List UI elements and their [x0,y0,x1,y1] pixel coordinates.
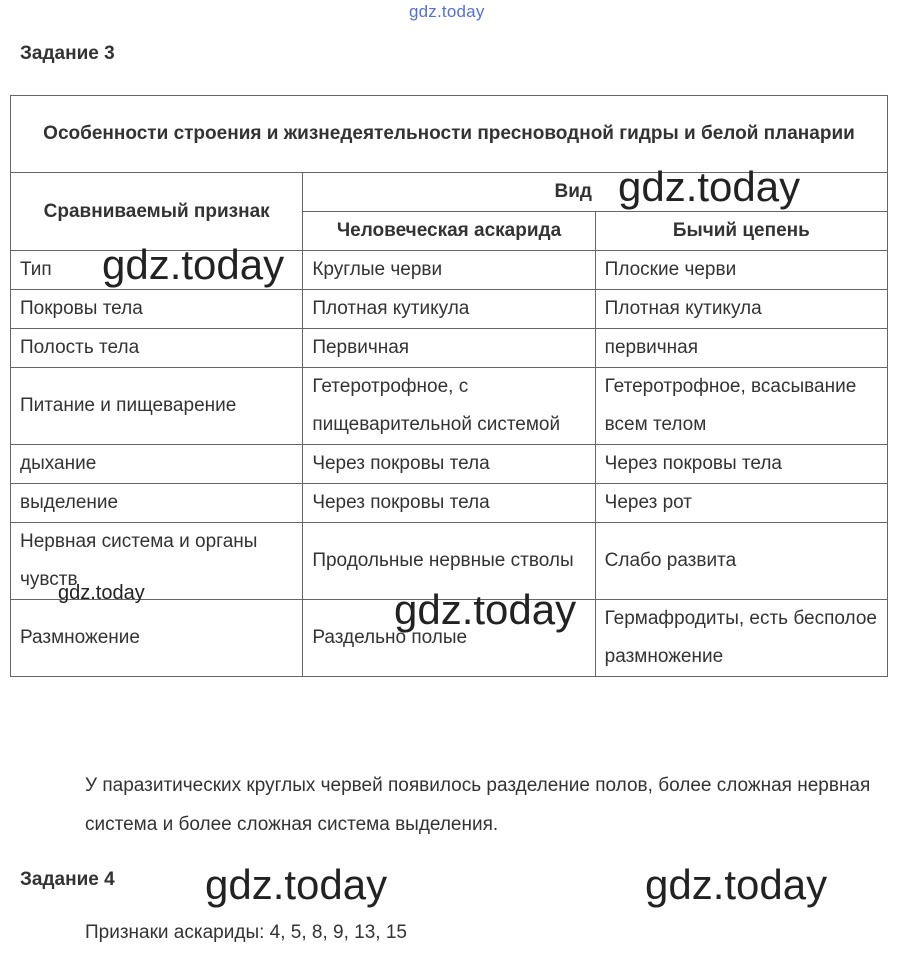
table-row [11,251,888,290]
feature-cell: дыхание [11,445,303,484]
tapeworm-cell: Слабо развита [595,523,887,600]
ascaris-cell: Первичная [303,329,595,368]
feature-cell: Полость тела [11,329,303,368]
table-row [11,368,888,445]
ascaris-cell: Плотная кутикула [303,290,595,329]
table-row [11,329,888,368]
feature-cell: выделение [11,484,303,523]
table-row [11,445,888,484]
task4-heading: Задание 4 [20,869,115,890]
comparison-table [10,95,888,677]
watermark: gdz.today [618,163,801,210]
watermark: gdz.today [394,586,577,633]
feature-header: Сравниваемый признак [11,173,303,251]
table-caption: Особенности строения и жизнедеятельности пресноводной гидры и белой планарии [11,96,888,173]
tapeworm-cell: Плотная кутикула [595,290,887,329]
ascaris-cell: Круглые черви [303,251,595,290]
table-row [11,484,888,523]
watermark: gdz.today [205,861,388,908]
feature-cell: Нервная система и органы чувств [11,523,303,600]
species-tapeworm-header: Бычий цепень [595,212,887,251]
tapeworm-cell: Плоские черви [595,251,887,290]
watermark: gdz.today [58,582,145,604]
feature-cell: Тип [11,251,303,290]
table-row [11,523,888,600]
feature-cell: Покровы тела [11,290,303,329]
ascaris-cell: Через покровы тела [303,484,595,523]
species-header: Вид [303,173,888,212]
task4-answer: Признаки аскариды: 4, 5, 8, 9, 13, 15 [85,922,407,943]
tapeworm-cell: Гермафродиты, есть бесполое размножение [595,600,887,677]
ascaris-cell: Гетеротрофное, с пищеварительной системой [303,368,595,445]
species-ascaris-header: Человеческая аскарида [303,212,595,251]
table-row [11,600,888,677]
table-row [11,290,888,329]
top-watermark: gdz.today [409,2,485,21]
tapeworm-cell: Через покровы тела [595,445,887,484]
tapeworm-cell: Гетеротрофное, всасывание всем телом [595,368,887,445]
ascaris-cell: Раздельно полые [303,600,595,677]
task3-answer: У паразитических круглых червей появилось разделение полов, более сложная нервная система и более сложная система выделения. [85,775,871,835]
ascaris-cell: Через покровы тела [303,445,595,484]
feature-cell: Питание и пищеварение [11,368,303,445]
feature-cell: Размножение [11,600,303,677]
tapeworm-cell: Через рот [595,484,887,523]
ascaris-cell: Продольные нервные стволы [303,523,595,600]
task3-heading: Задание 3 [20,43,115,64]
tapeworm-cell: первичная [595,329,887,368]
watermark: gdz.today [102,241,285,288]
watermark: gdz.today [645,861,828,908]
